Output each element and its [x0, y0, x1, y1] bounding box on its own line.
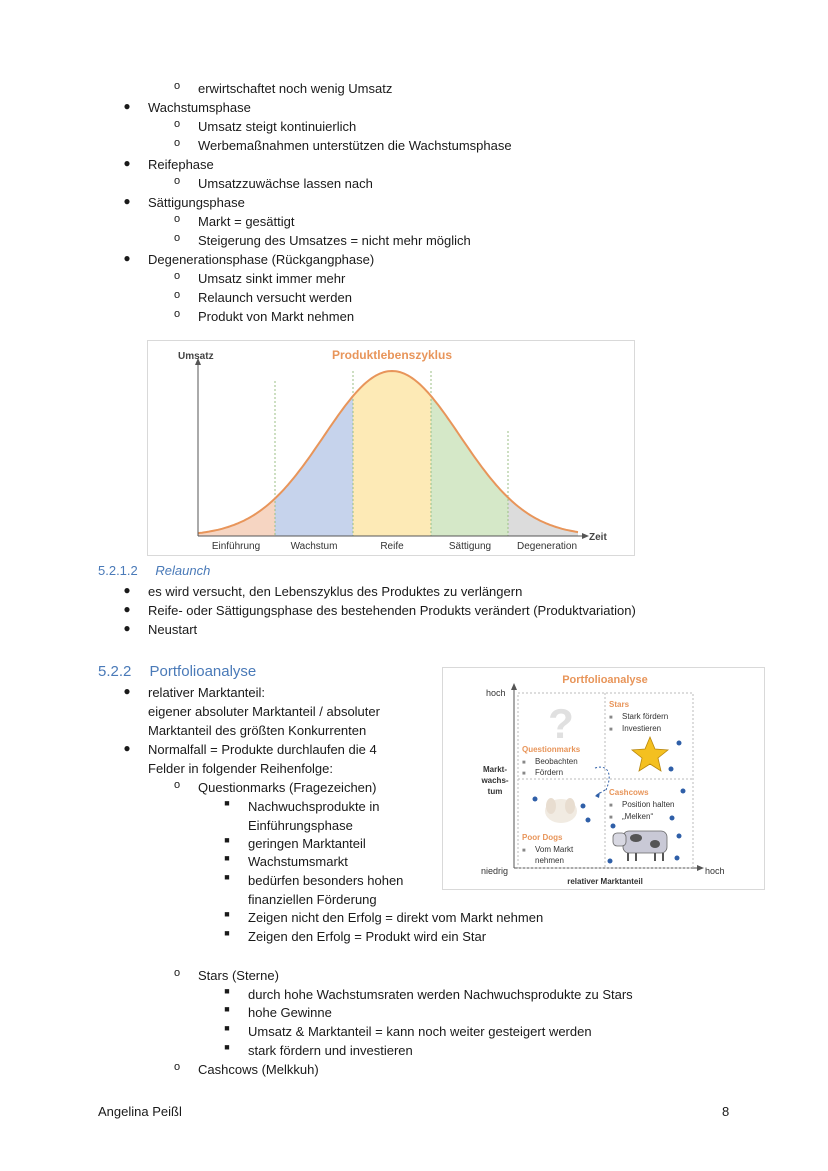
bullet-square: ■ [224, 1023, 230, 1033]
heading-number: 5.2.2 [98, 663, 132, 680]
heading-title: Relaunch [155, 563, 211, 578]
bullet-square: ■ [224, 986, 230, 996]
bullet-square: ■ [224, 928, 230, 938]
quadrant-bullet: ■ [522, 760, 526, 766]
chart-title: Produktlebenszyklus [331, 348, 453, 362]
y-axis-arrow [511, 683, 517, 690]
dot-icon [586, 818, 591, 823]
quadrant-bullet: ■ [609, 715, 613, 721]
x-high-label: hoch [705, 866, 725, 876]
plc-chart [148, 341, 634, 555]
phase-label: Einführung [211, 541, 261, 552]
list-item: Reifephase [148, 157, 214, 172]
list-item: Werbemaßnahmen unterstützen die Wachstumsphase [198, 138, 512, 153]
list-item: Markt = gesättigt [198, 214, 295, 229]
list-item: Wachstumsphase [148, 100, 251, 115]
phase-label: Wachstum [290, 541, 338, 552]
bullet-dot: ● [123, 99, 131, 113]
list-item: durch hohe Wachstumsraten werden Nachwuchsprodukte zu Stars [248, 987, 633, 1002]
list-item: Degenerationsphase (Rückgangphase) [148, 252, 375, 267]
quadrant-item: Vom Markt [535, 845, 574, 854]
quadrant-item: Fördern [535, 768, 564, 777]
dot-icon [581, 804, 586, 809]
list-item: Relaunch versucht werden [198, 290, 352, 305]
quadrant-title: Poor Dogs [522, 833, 563, 842]
quadrant-title: Stars [609, 700, 630, 709]
list-item: Cashcows (Melkkuh) [198, 1062, 319, 1077]
page-number: 8 [722, 1104, 730, 1119]
bullet-dot: ● [123, 156, 131, 170]
dot-icon [670, 816, 675, 821]
quadrant-item: Stark fördern [622, 712, 669, 721]
bullet-square: ■ [224, 872, 230, 882]
bullet-square: ■ [224, 1004, 230, 1014]
list-item: geringen Marktanteil [248, 836, 366, 851]
portfolio-heading [98, 663, 256, 680]
list-item: Umsatzzuwächse lassen nach [198, 176, 373, 191]
bullet-square: ■ [224, 835, 230, 845]
list-item: Umsatz & Marktanteil = kann noch weiter gesteigert werden [248, 1024, 592, 1039]
heading-title: Portfolioanalyse [149, 663, 257, 680]
quadrant-item: Investieren [622, 724, 662, 733]
quadrant-bullet: ■ [522, 771, 526, 777]
phase-band-einfuehrung [198, 341, 275, 536]
y-high-label: hoch [486, 688, 506, 698]
phase-label: Sättigung [448, 541, 492, 552]
bullet-dot: ● [123, 602, 131, 616]
bullet-circle: o [173, 1061, 181, 1073]
dot-icon [675, 856, 680, 861]
list-item: Zeigen nicht den Erfolg = direkt vom Markt nehmen [248, 910, 544, 925]
phase-label: Degeneration [516, 541, 578, 552]
x-axis-label: relativer Marktanteil [567, 877, 643, 886]
bullet-circle: o [173, 213, 181, 225]
quadrant-item: Position halten [622, 800, 675, 809]
dot-icon [533, 797, 538, 802]
bullet-dot: ● [123, 684, 131, 698]
list-item: Zeigen den Erfolg = Produkt wird ein Star [248, 929, 487, 944]
quadrant-bullet: ■ [522, 848, 526, 854]
bullet-circle: o [173, 80, 181, 92]
dot-icon [677, 834, 682, 839]
bullet-circle: o [173, 967, 181, 979]
quadrant-item: „Melken“ [622, 812, 654, 821]
list-item: Normalfall = Produkte durchlaufen die 4 [148, 742, 377, 757]
list-item: stark fördern und investieren [248, 1043, 413, 1058]
bullet-dot: ● [123, 621, 131, 635]
bullet-dot: ● [123, 194, 131, 208]
bullet-circle: o [173, 232, 181, 244]
list-item: Umsatz steigt kontinuierlich [198, 119, 357, 134]
list-item: Produkt von Markt nehmen [198, 309, 355, 324]
y-axis-label: wachs- [481, 776, 509, 785]
quadrant-bullet: ■ [609, 727, 613, 733]
list-item: Reife- oder Sättigungsphase des bestehenden Produkts verändert (Produktvariation) [148, 603, 636, 618]
list-item: erwirtschaftet noch wenig Umsatz [198, 81, 393, 96]
list-item: Steigerung des Umsatzes = nicht mehr möglich [198, 233, 471, 248]
bullet-circle: o [173, 270, 181, 282]
x-axis-arrow [582, 533, 589, 539]
bullet-dot: ● [123, 583, 131, 597]
portfolio-matrix-figure [442, 667, 765, 890]
bullet-square: ■ [224, 798, 230, 808]
bullet-circle: o [173, 137, 181, 149]
list-item: bedürfen besonders hohen [248, 873, 404, 888]
list-text: Felder in folgender Reihenfolge: [148, 761, 334, 776]
list-item: Umsatz sinkt immer mehr [198, 271, 346, 286]
quadrant-bullet: ■ [609, 815, 613, 821]
phase-label: Reife [380, 541, 404, 552]
x-axis-label: Zeit [589, 532, 607, 543]
list-item: Neustart [148, 622, 198, 637]
bullet-circle: o [173, 308, 181, 320]
y-axis-label: Umsatz [178, 351, 214, 362]
list-item: Questionmarks (Fragezeichen) [198, 780, 377, 795]
quadrant-title: Cashcows [609, 788, 649, 797]
dot-icon [681, 789, 686, 794]
bullet-square: ■ [224, 853, 230, 863]
quadrant-title: Questionmarks [522, 745, 581, 754]
phase-band-saettigung [431, 341, 508, 536]
heading-number: 5.2.1.2 [98, 563, 138, 578]
quadrant-bullet: ■ [609, 803, 613, 809]
dot-icon [677, 741, 682, 746]
bullet-square: ■ [224, 909, 230, 919]
list-item: Stars (Sterne) [198, 968, 279, 983]
list-item: hohe Gewinne [248, 1005, 332, 1020]
phase-band-wachstum [275, 341, 353, 536]
list-text: Einführungsphase [248, 818, 353, 833]
list-item: Sättigungsphase [148, 195, 245, 210]
plc-figure [147, 340, 635, 556]
list-item: es wird versucht, den Lebenszyklus des Produktes zu verlängern [148, 584, 523, 599]
bullet-dot: ● [123, 741, 131, 755]
bullet-square: ■ [224, 1042, 230, 1052]
bullet-dot: ● [123, 251, 131, 265]
relaunch-heading [98, 563, 210, 578]
x-axis-arrow [697, 865, 704, 871]
y-axis-label: tum [487, 787, 503, 796]
list-text: finanziellen Förderung [248, 892, 377, 907]
bullet-circle: o [173, 175, 181, 187]
y-axis-label: Markt- [482, 765, 508, 774]
bullet-circle: o [173, 289, 181, 301]
matrix-title: Portfolioanalyse [562, 674, 648, 686]
question-mark-icon: ? [548, 700, 574, 747]
star-icon [632, 737, 668, 771]
arrow-head [595, 792, 600, 798]
y-low-label: niedrig [481, 866, 509, 876]
list-item: Nachwuchsprodukte in [248, 799, 380, 814]
bullet-circle: o [173, 118, 181, 130]
list-text: Marktanteil des größten Konkurrenten [148, 723, 367, 738]
list-text: eigener absoluter Marktanteil / absoluter [148, 704, 380, 719]
dot-icon [669, 767, 674, 772]
dot-icon [608, 859, 613, 864]
dog-icon [545, 798, 577, 823]
dot-icon [611, 824, 616, 829]
bullet-circle: o [173, 779, 181, 791]
quadrant-item: Beobachten [535, 757, 578, 766]
cow-icon [613, 831, 667, 861]
list-item: Wachstumsmarkt [248, 854, 348, 869]
footer-author: Angelina Peißl [98, 1104, 182, 1119]
list-item: relativer Marktanteil: [148, 685, 266, 700]
portfolio-matrix [443, 668, 764, 889]
quadrant-item: nehmen [535, 856, 564, 865]
